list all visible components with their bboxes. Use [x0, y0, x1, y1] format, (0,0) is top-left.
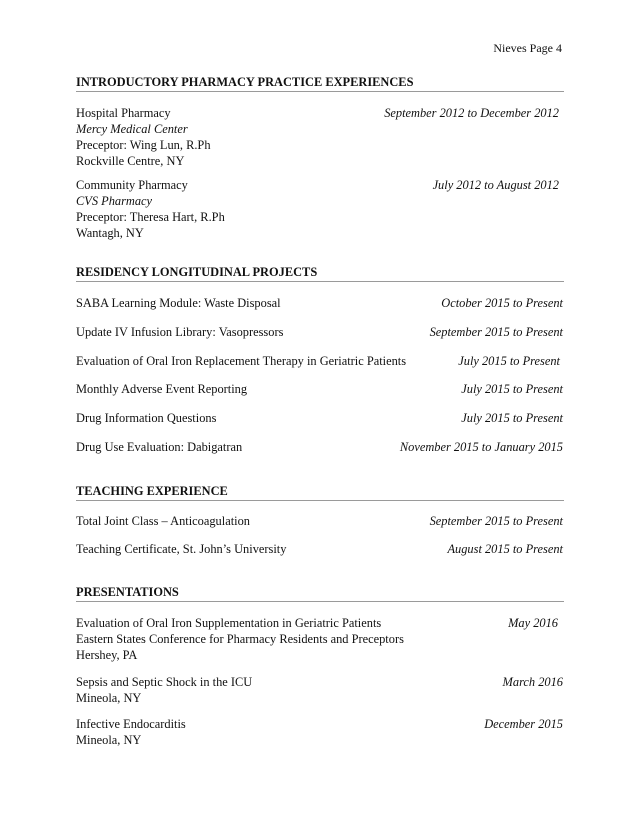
- section-title-presentations: PRESENTATIONS: [76, 584, 564, 602]
- project-date: July 2015 to Present: [461, 411, 563, 425]
- teaching-date: September 2015 to Present: [429, 514, 563, 528]
- section-title-projects: RESIDENCY LONGITUDINAL PROJECTS: [76, 264, 564, 282]
- presentation-venue: Eastern States Conference for Pharmacy Residents and Preceptors: [76, 632, 404, 646]
- entry-date: September 2012 to December 2012: [384, 106, 559, 120]
- teaching-item: [76, 541, 563, 557]
- project-name: Monthly Adverse Event Reporting: [76, 382, 248, 396]
- presentation-date: December 2015: [484, 717, 563, 731]
- presentation-location: Hershey, PA: [76, 648, 138, 662]
- entry-preceptor: Preceptor: Wing Lun, R.Ph: [76, 138, 211, 152]
- entry-role: Community Pharmacy: [76, 178, 188, 192]
- presentation-title: Infective Endocarditis: [76, 717, 186, 731]
- section-presentations: [76, 584, 564, 602]
- teaching-name: Teaching Certificate, St. John’s University: [76, 542, 287, 556]
- teaching-item: [76, 513, 563, 529]
- project-date: September 2015 to Present: [429, 325, 563, 339]
- project-item: [76, 295, 563, 311]
- entry-site: CVS Pharmacy: [76, 194, 153, 208]
- presentation-item: [76, 615, 563, 663]
- project-date: October 2015 to Present: [441, 296, 563, 310]
- project-item: [76, 353, 563, 369]
- entry-location: Rockville Centre, NY: [76, 154, 185, 168]
- teaching-name: Total Joint Class – Anticoagulation: [76, 514, 250, 528]
- entry-preceptor: Preceptor: Theresa Hart, R.Ph: [76, 210, 225, 224]
- presentation-date: May 2016: [508, 616, 558, 630]
- ippe-entry-hospital: [76, 105, 563, 169]
- ippe-entry-community: [76, 177, 563, 241]
- presentation-title: Sepsis and Septic Shock in the ICU: [76, 675, 253, 689]
- project-date: July 2015 to Present: [458, 354, 560, 368]
- project-name: Drug Use Evaluation: Dabigatran: [76, 440, 243, 454]
- project-name: Evaluation of Oral Iron Replacement Therapy in Geriatric Patients: [76, 354, 407, 368]
- presentation-item: [76, 716, 563, 748]
- project-item: [76, 324, 563, 340]
- project-date: November 2015 to January 2015: [399, 440, 563, 454]
- section-title-teaching: TEACHING EXPERIENCE: [76, 483, 564, 501]
- project-name: Drug Information Questions: [76, 411, 217, 425]
- entry-date: July 2012 to August 2012: [432, 178, 559, 192]
- project-name: SABA Learning Module: Waste Disposal: [76, 296, 281, 310]
- presentation-location: Mineola, NY: [76, 691, 142, 705]
- project-item: [76, 410, 563, 426]
- page-header: Nieves Page 4: [493, 41, 562, 55]
- presentation-item: [76, 674, 563, 706]
- presentation-location: Mineola, NY: [76, 733, 142, 747]
- section-projects: [76, 264, 564, 282]
- section-title-ippe: INTRODUCTORY PHARMACY PRACTICE EXPERIENCES: [76, 74, 564, 92]
- entry-role: Hospital Pharmacy: [76, 106, 171, 120]
- presentation-date: March 2016: [502, 675, 563, 689]
- section-teaching: [76, 483, 564, 501]
- teaching-date: August 2015 to Present: [447, 542, 563, 556]
- project-name: Update IV Infusion Library: Vasopressors: [76, 325, 284, 339]
- section-ippe: [76, 74, 564, 92]
- presentation-title: Evaluation of Oral Iron Supplementation in Geriatric Patients: [76, 616, 382, 630]
- entry-location: Wantagh, NY: [76, 226, 144, 240]
- project-date: July 2015 to Present: [461, 382, 563, 396]
- project-item: [76, 439, 563, 455]
- project-item: [76, 381, 563, 397]
- entry-site: Mercy Medical Center: [76, 122, 188, 136]
